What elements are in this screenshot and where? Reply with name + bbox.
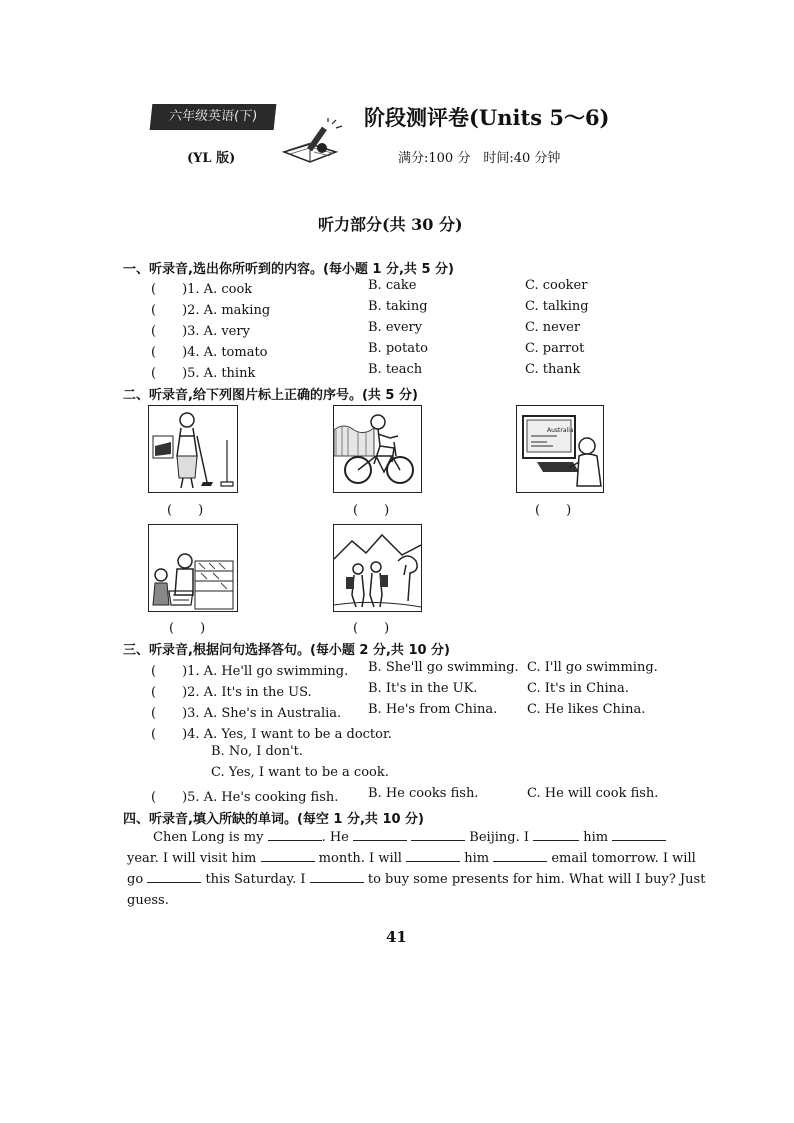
listening-section-title: 听力部分(共 30 分) (318, 215, 463, 234)
q1-item-4-a: ( )4. A. tomato (151, 345, 268, 360)
q3-item-5-a: ( )5. A. He's cooking fish. (151, 790, 339, 805)
q3-item-2-b: B. It's in the UK. (368, 681, 478, 696)
q4-text-9: go (127, 872, 144, 887)
picture-5-bracket: ( ) (353, 621, 390, 636)
q1-item-4-b: B. potato (368, 341, 428, 356)
q1-item-5-b: B. teach (368, 362, 423, 377)
q4-text-1: Chen Long is my (153, 830, 264, 845)
q1-item-2-a: ( )2. A. making (151, 303, 271, 318)
q4-text-6: month. I will (318, 851, 402, 866)
q3-item-5-c: C. He will cook fish. (527, 786, 659, 801)
q3-item-4-a: ( )4. A. Yes, I want to be a doctor. (151, 727, 392, 742)
q3-item-1-a: ( )1. A. He'll go swimming. (151, 664, 349, 679)
q4-text-5: year. I will visit him (127, 851, 257, 866)
picture-1-bracket: ( ) (167, 503, 204, 518)
picture-3-bracket: ( ) (535, 503, 572, 518)
q4-text-10: this Saturday. I (205, 872, 306, 887)
picture-4-bracket: ( ) (169, 621, 206, 636)
q4-blank-5[interactable] (612, 827, 666, 841)
page-title: 阶段测评卷(Units 5～6) (364, 105, 610, 130)
page-number: 41 (386, 928, 407, 946)
q3-item-3-b: B. He's from China. (368, 702, 498, 717)
screen-text: Australia (547, 427, 574, 434)
q4-heading: 四、听录音,填入所缺的单词。(每空 1 分,共 10 分) (123, 812, 424, 827)
q4-text-8: email tomorrow. I will (551, 851, 696, 866)
q1-item-2-b: B. taking (368, 299, 428, 314)
picture-sweeping (148, 405, 238, 493)
q1-item-1-a: ( )1. A. cook (151, 282, 253, 297)
q4-line-2 (127, 848, 696, 869)
q1-item-1-b: B. cake (368, 278, 417, 293)
picture-shopping (148, 524, 238, 612)
score-time-info: 满分:100 分 时间:40 分钟 (398, 151, 561, 166)
book-pen-icon (280, 118, 352, 166)
q4-blank-1[interactable] (268, 827, 322, 841)
q1-item-3-c: C. never (525, 320, 581, 335)
q3-item-3-c: C. He likes China. (527, 702, 646, 717)
q3-item-2-c: C. It's in China. (527, 681, 629, 696)
q3-item-1-b: B. She'll go swimming. (368, 660, 519, 675)
picture-hiking (333, 524, 422, 612)
q4-blank-6[interactable] (261, 848, 315, 862)
q2-heading: 二、听录音,给下列图片标上正确的序号。(共 5 分) (123, 388, 418, 403)
q1-item-5-a: ( )5. A. think (151, 366, 256, 381)
picture-cycling (333, 405, 422, 493)
q4-text-4: him (583, 830, 609, 845)
q4-text-3: Beijing. I (469, 830, 529, 845)
q4-blank-8[interactable] (493, 848, 547, 862)
q4-text-7: him (464, 851, 490, 866)
q1-item-2-c: C. talking (525, 299, 589, 314)
q3-item-4-b: B. No, I don't. (211, 744, 304, 759)
q3-item-5-b: B. He cooks fish. (368, 786, 479, 801)
q4-text-12: guess. (127, 893, 169, 908)
q4-text-11: to buy some presents for him. What will I buy? Just (367, 872, 706, 887)
q3-item-2-a: ( )2. A. It's in the US. (151, 685, 312, 700)
q1-item-5-c: C. thank (525, 362, 581, 377)
q4-text-2: . He (321, 830, 349, 845)
grade-badge: 六年级英语(下) (150, 104, 277, 130)
q1-item-3-a: ( )3. A. very (151, 324, 250, 339)
q4-blank-9[interactable] (147, 869, 201, 883)
q3-item-4-c: C. Yes, I want to be a cook. (211, 765, 389, 780)
edition-label: (YL 版) (187, 151, 236, 166)
q4-line-1 (153, 827, 666, 848)
q4-blank-7[interactable] (406, 848, 460, 862)
q4-blank-2[interactable] (353, 827, 407, 841)
q4-line-4 (127, 890, 169, 911)
picture-2-bracket: ( ) (353, 503, 390, 518)
q1-item-3-b: B. every (368, 320, 423, 335)
q3-item-1-c: C. I'll go swimming. (527, 660, 658, 675)
q3-item-3-a: ( )3. A. She's in Australia. (151, 706, 342, 721)
q4-blank-4[interactable] (533, 827, 579, 841)
picture-computer (516, 405, 604, 493)
q3-heading: 三、听录音,根据问句选择答句。(每小题 2 分,共 10 分) (123, 643, 450, 658)
q1-heading: 一、听录音,选出你所听到的内容。(每小题 1 分,共 5 分) (123, 262, 454, 277)
q4-line-3 (127, 869, 705, 890)
q1-item-1-c: C. cooker (525, 278, 588, 293)
q4-blank-10[interactable] (310, 869, 364, 883)
q1-item-4-c: C. parrot (525, 341, 585, 356)
q4-blank-3[interactable] (411, 827, 465, 841)
